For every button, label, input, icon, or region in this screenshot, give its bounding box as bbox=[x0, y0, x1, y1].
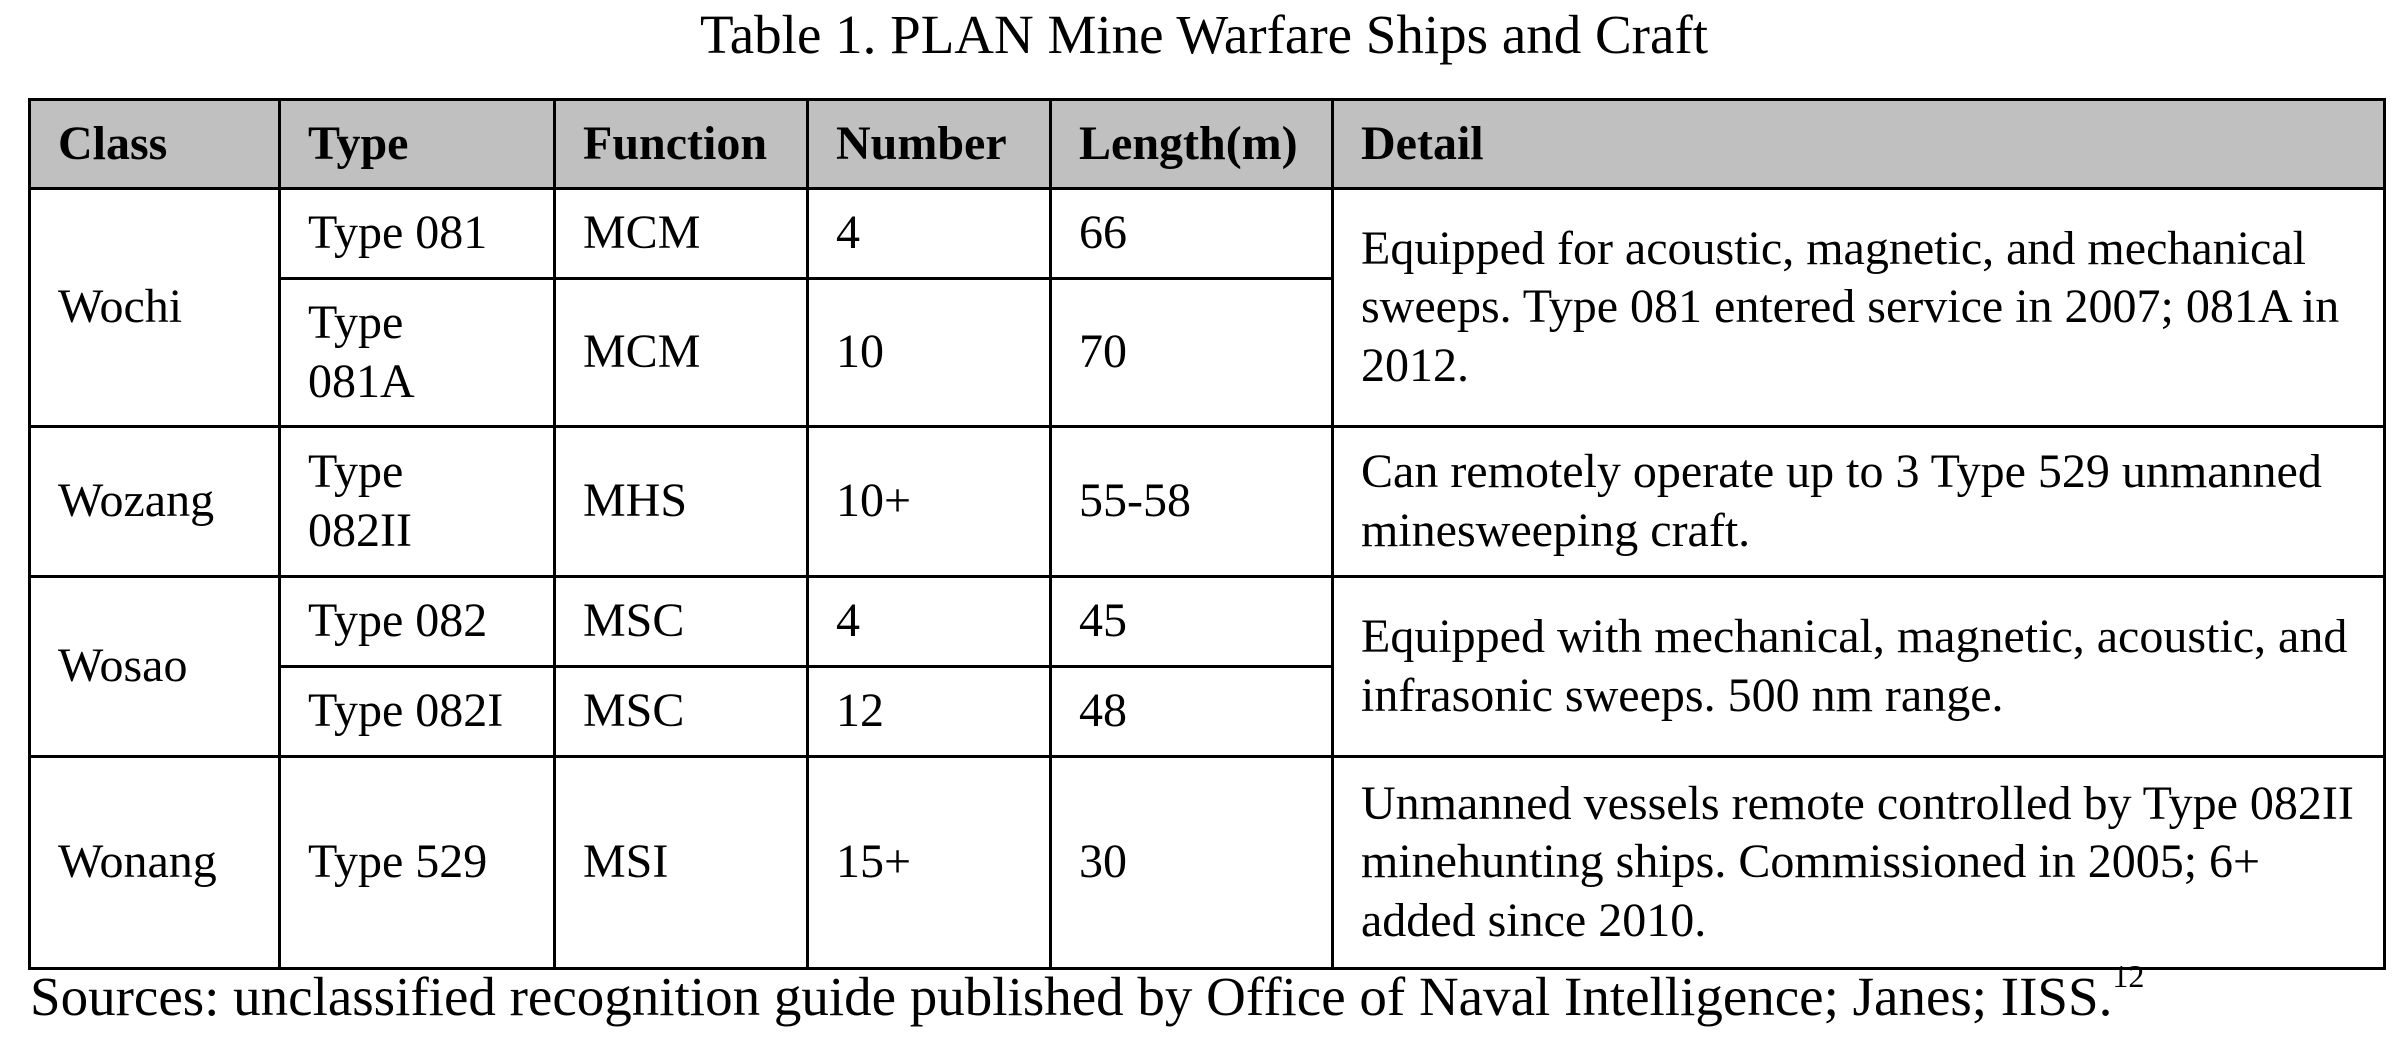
length-cell: 55-58 bbox=[1051, 427, 1333, 577]
table-row bbox=[30, 757, 2385, 969]
function-cell: MSC bbox=[555, 667, 808, 757]
number-cell: 4 bbox=[808, 189, 1051, 279]
type-cell: Type 529 bbox=[280, 757, 555, 969]
class-cell: Wochi bbox=[30, 189, 280, 427]
function-cell: MCM bbox=[555, 189, 808, 279]
sources-text: Sources: unclassified recognition guide published by Office of Naval Intelligence; Janes; IISS. bbox=[30, 966, 2113, 1027]
function-cell: MSI bbox=[555, 757, 808, 969]
header-class: Class bbox=[30, 100, 280, 189]
type-cell: Type 081A bbox=[280, 279, 555, 427]
type-cell: Type 082I bbox=[280, 667, 555, 757]
detail-cell: Can remotely operate up to 3 Type 529 unmanned minesweeping craft. bbox=[1333, 427, 2385, 577]
length-cell: 66 bbox=[1051, 189, 1333, 279]
type-cell: Type 081 bbox=[280, 189, 555, 279]
table-row bbox=[30, 189, 2385, 279]
length-cell: 45 bbox=[1051, 577, 1333, 667]
header-number: Number bbox=[808, 100, 1051, 189]
length-cell: 70 bbox=[1051, 279, 1333, 427]
type-cell: Type 082 bbox=[280, 577, 555, 667]
length-cell: 30 bbox=[1051, 757, 1333, 969]
header-function: Function bbox=[555, 100, 808, 189]
function-cell: MCM bbox=[555, 279, 808, 427]
class-cell: Wonang bbox=[30, 757, 280, 969]
number-cell: 4 bbox=[808, 577, 1051, 667]
footnote-marker: 12 bbox=[2112, 958, 2145, 994]
mine-warfare-table bbox=[28, 98, 2386, 970]
header-type: Type bbox=[280, 100, 555, 189]
class-cell: Wozang bbox=[30, 427, 280, 577]
detail-cell: Equipped for acoustic, magnetic, and mechanical sweeps. Type 081 entered service in 2007; 081A in 2012. bbox=[1333, 189, 2385, 427]
table-caption: Table 1. PLAN Mine Warfare Ships and Craft bbox=[700, 4, 1708, 65]
function-cell: MHS bbox=[555, 427, 808, 577]
sources-note bbox=[30, 958, 2390, 1028]
header-row bbox=[30, 100, 2385, 189]
number-cell: 10+ bbox=[808, 427, 1051, 577]
number-cell: 15+ bbox=[808, 757, 1051, 969]
detail-cell: Unmanned vessels remote controlled by Type 082II minehunting ships. Commissioned in 2005; 6+ added since 2010. bbox=[1333, 757, 2385, 969]
table-row bbox=[30, 427, 2385, 577]
number-cell: 10 bbox=[808, 279, 1051, 427]
length-cell: 48 bbox=[1051, 667, 1333, 757]
type-cell: Type 082II bbox=[280, 427, 555, 577]
function-cell: MSC bbox=[555, 577, 808, 667]
header-length: Length(m) bbox=[1051, 100, 1333, 189]
table-row bbox=[30, 577, 2385, 667]
number-cell: 12 bbox=[808, 667, 1051, 757]
header-detail: Detail bbox=[1333, 100, 2385, 189]
detail-cell: Equipped with mechanical, magnetic, acoustic, and infrasonic sweeps. 500 nm range. bbox=[1333, 577, 2385, 757]
class-cell: Wosao bbox=[30, 577, 280, 757]
